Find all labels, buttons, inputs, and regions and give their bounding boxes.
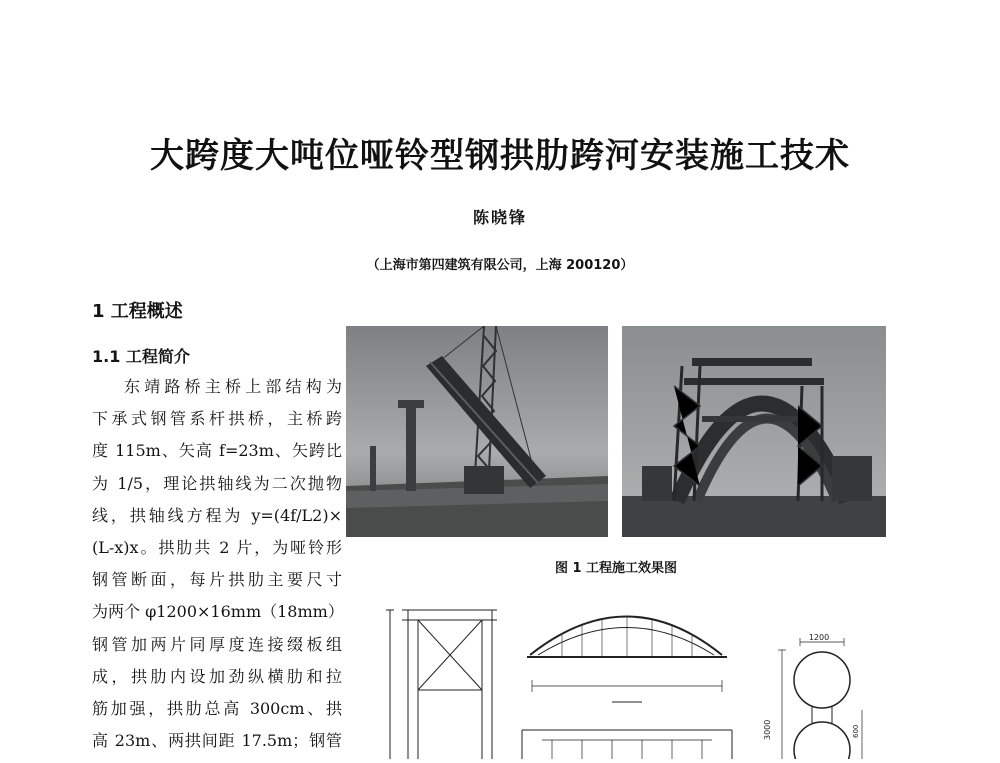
subsection-heading: 1.1 工程简介 [92,347,190,366]
text-line: 为 1/5，理论拱轴线为二次抛物 [92,473,342,493]
construction-photo-arch-erected [622,326,886,537]
text-line: 成，拱肋内设加劲纵横肋和拉 [92,666,342,686]
text-line: 线，拱轴线方程为 y=(4f/L2)× [92,505,342,525]
body-paragraph [92,371,342,757]
frame-elevation-drawing [386,610,497,759]
author-name: 陈晓锋 [472,208,527,227]
text-line: 钢管断面，每片拱肋主要尺寸 [92,570,342,590]
text-line: 钢管加两片同厚度连接缀板组 [92,634,342,654]
engineering-drawings [372,600,872,759]
text-line: 东靖路桥主桥上部结构为 [124,377,342,396]
dim-label-side: 600 [852,724,860,738]
text-line: (L-x)x。拱肋共 2 片，为哑铃形 [92,537,342,557]
author-affiliation: （上海市第四建筑有限公司，上海 200120） [366,258,634,273]
dim-label-height: 3000 [763,719,772,740]
dumbbell-section-drawing [778,638,862,759]
text-line: 下承式钢管系杆拱桥，主桥跨 [92,409,342,429]
figure-caption: 图 1 工程施工效果图 [554,561,678,576]
text-line: 高 23m、两拱间距 17.5m；钢管 [92,731,342,751]
section-heading: 1 工程概述 [92,301,183,322]
dim-label-top: 1200 [808,633,830,642]
arch-elevation-drawing [522,617,732,760]
text-line: 为两个 φ1200×16mm（18mm） [92,602,344,622]
article-title: 大跨度大吨位哑铃型钢拱肋跨河安装施工技术 [150,136,850,176]
construction-photo-crane-lift [346,326,608,537]
text-line: 筋加强，拱肋总高 300cm、拱 [92,698,342,718]
text-line: 度 115m、矢高 f=23m、矢跨比 [92,441,342,461]
